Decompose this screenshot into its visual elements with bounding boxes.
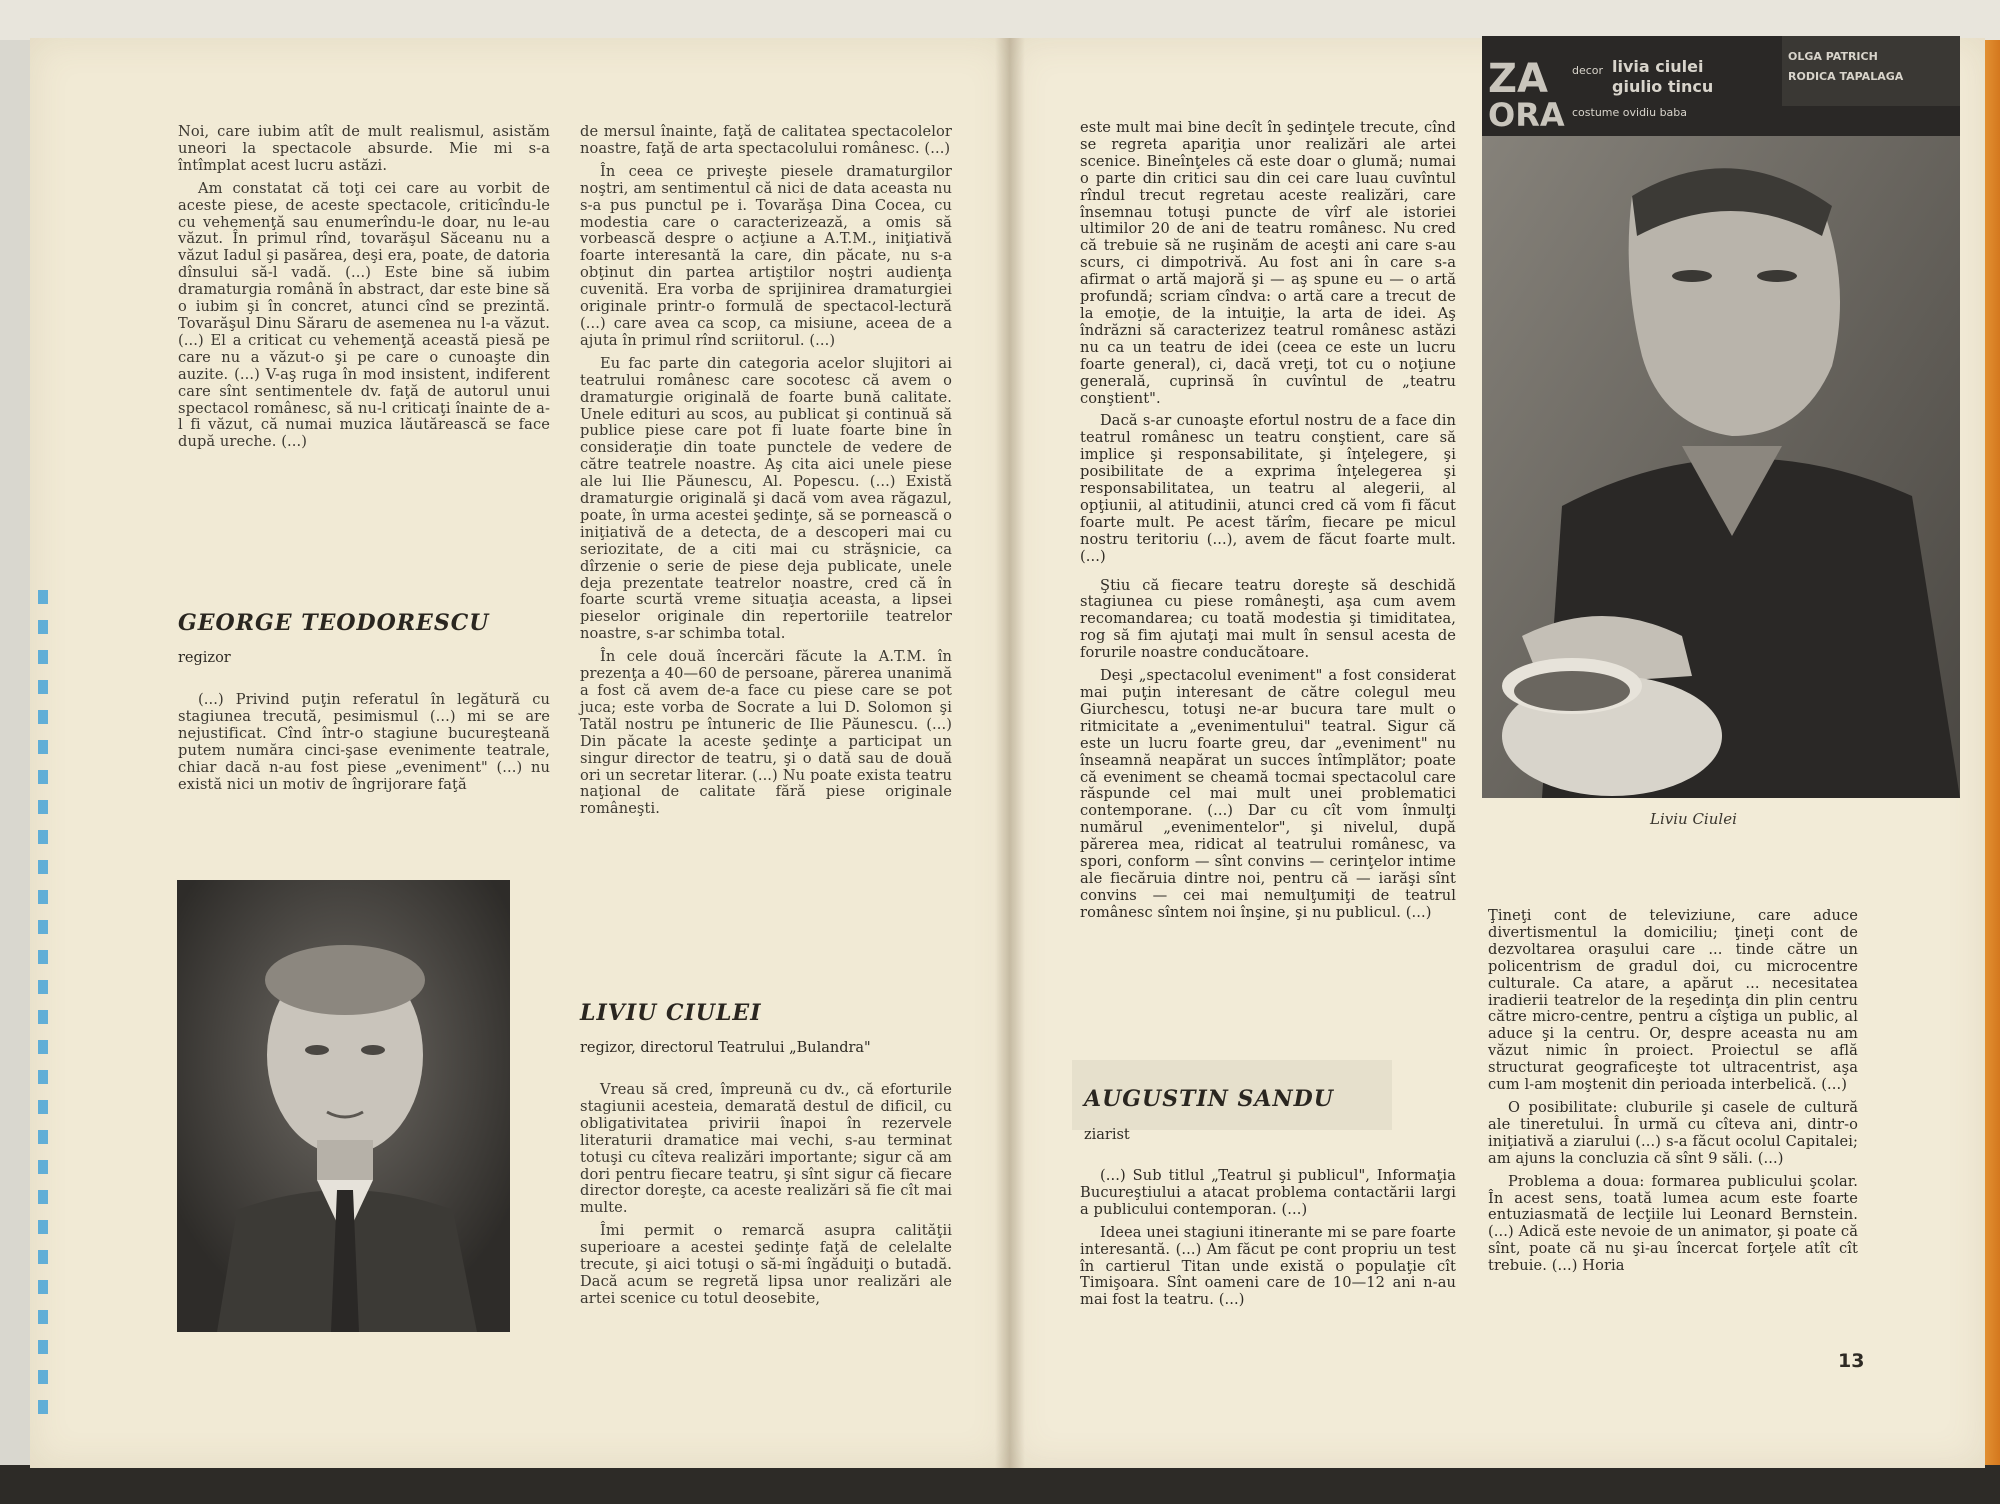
paragraph: O posibilitate: cluburile şi casele de cultură ale tineretului. În urmă cu cîteva ani, dintr-o iniţiativă a ziarului (...) s-a făcut ocolul Capitalei; am ajuns la concluzia că sînt 9 săli. (...) <box>1488 1098 1858 1167</box>
role-ciulei: regizor, directorul Teatrului „Bulandra" <box>580 1040 871 1056</box>
page-number: 13 <box>1838 1350 1865 1372</box>
right-col1 <box>1080 120 1456 928</box>
paragraph: (...) Sub titlul „Teatrul şi publicul", Informaţia Bucureştiului a atacat problema contactării largi a publicului contemporan. (...) <box>1080 1167 1456 1218</box>
svg-text:ZA: ZA <box>1488 56 1548 102</box>
paragraph: este mult mai bine decît în şedinţele trecute, cînd se regreta apariţia unor realizări ale artei scenice. Bineînţeles că este doar o glumă; numai o parte din critici sau din cei care luau cuvîntul rîndul trecut regretau aceste realizări, care însemnau totuşi puncte de vîrf ale istoriei ultimilor 20 de ani de teatru românesc. Nu cred că trebuie să ne ruşinăm de aceşti ani care s-au scurs, ci dimpotrivă. Au fost ani în care s-a afirmat o artă majoră şi — aş spune eu — o artă profundă; scriam cîndva: o artă care a trecut de la emoţie, de la intuiţie, la arta de idei. Aş îndrăzni să caracterizez teatrul românesc astăzi nu ca un teatru de idei (ceea ce este un lucru foarte general), ci, dacă vreţi, tot cu o noţiune generală, cuprinsă în cuvîntul de „teatru conştient". <box>1080 119 1456 407</box>
heading-teodorescu: GEORGE TEODORESCU <box>178 610 490 636</box>
heading-ciulei: LIVIU CIULEI <box>580 1000 762 1026</box>
paragraph: (...) Privind puţin referatul în legătură cu stagiunea trecută, pesimismul (...) mi se are nejustificat. Cînd într-o stagiune bucureşteană putem număra cinci-şase evenimente teatrale, chiar dacă n-au fost piese „eveniment" (...) nu există nici un motiv de îngrijorare faţă <box>178 691 550 793</box>
paragraph: Vreau să cred, împreună cu dv., că eforturile stagiunii acesteia, demarată destul de dificil, cu obligativitatea privirii înapoi în rezervele literaturii dramatice mai vechi, s-au terminat totuşi cu cîteva realizări importante; sigur că am dori pentru fiecare teatru, şi sînt sigur că fiecare director doreşte, ca aceste realizări să fie cît mai multe. <box>580 1081 952 1217</box>
paragraph: Problema a doua: formarea publicului şcolar. În acest sens, toată lumea acum este foarte entuziasmată de lecţiile lui Leonard Bernstein. (...) Adică este nevoie de un animator, şi poate că sînt, poate că nu şi-au încercat forţele atît cît trebuie. (...) Horia <box>1488 1172 1858 1275</box>
paragraph: Ideea unei stagiuni itinerante mi se pare foarte interesantă. (...) Am făcut pe cont propriu un test în cartierul Titan unde există o populaţie cît Timişoara. Sînt oameni care de 10—12 ani n-au mai fost la teatru. (...) <box>1080 1223 1456 1309</box>
sandu-text <box>1080 1168 1456 1315</box>
role-sandu: ziarist <box>1084 1127 1130 1143</box>
teodorescu-text <box>178 692 550 799</box>
paragraph: de mersul înainte, faţă de calitatea spectacolelor noastre, faţă de arta spectacolului românesc. (...) <box>580 123 952 157</box>
paragraph: Ţineţi cont de televiziune, care aduce divertismentul la domiciliu; ţineţi cont de dezvoltarea oraşului care ... tinde către un policentrism de gradul doi, cu microcentre culturale. Ca atare, a apărut ... necesitatea iradierii teatrelor de la reşedinţa din plin centru către micro-centre, pentru a cîştiga un public, al aduce şi la centru. Or, despre aceasta nu am văzut nimic în proiect. Proiectul se află structurat geograficeşte tot ultracentrist, aşa cum l-am moştenit din perioada interbelică. (...) <box>1488 907 1858 1094</box>
svg-text:giulio tincu: giulio tincu <box>1612 77 1714 96</box>
svg-text:OLGA PATRICH: OLGA PATRICH <box>1788 50 1878 63</box>
heading-sandu: AUGUSTIN SANDU <box>1084 1086 1334 1112</box>
right-col2 <box>1488 908 1858 1281</box>
paragraph: Deşi „spectacolul eveniment" a fost considerat mai puţin interesant de către colegul meu Giurchescu, totuşi ne-ar bucura tare mult o ritmicitate a „evenimentului" teatral. Sigur că este un lucru foarte greu, dar „eveniment" nu înseamnă neapărat un succes întîmplător; poate că eveniment se cheamă tocmai spectacolul care răspunde cel mai mult unei problematici contemporane. (...) Dar cu cît vom înmulţi numărul „evenimentelor", şi nivelul, după părerea mea, ridicat al teatrului românesc, va spori, conform — sînt convins — cerinţelor intime ale fiecăruia dintre noi, pentru că — iarăşi sînt convins — cei mai nemulţumiţi de teatrul românesc sîntem noi înşine, şi nu publicul. (...) <box>1080 667 1456 921</box>
paragraph: În cele două încercări făcute la A.T.M. în prezenţa a 40—60 de persoane, părerea unanimă a fost că avem de-a face cu piese care se pot juca; este vorba de Socrate a lui D. Solomon şi Tatăl nostru pe întuneric de Ilie Păunescu. (...) Din păcate la aceste şedinţe a participat un singur director de teatru, şi o dată sau de două ori un secretar literar. (...) Nu poate exista teatru naţional de calitate fără piese originale româneşti. <box>580 648 952 818</box>
top-edge <box>0 0 2000 40</box>
paragraph: În ceea ce priveşte piesele dramaturgilor noştri, am sentimentul că nici de data aceasta nu s-a pus punctul pe i. Tovarăşa Dina Cocea, cu modestia care o caracterizează, a omis să vorbească despre o acţiune a A.T.M., iniţiativă foarte interesantă la care, din păcate, nu s-a obţinut din partea artiştilor noştri audienţa cuvenită. Era vorba de sprijinirea dramaturgiei originale printr-o formulă de spectacol-lectură (...) care avea ca scop, ca misiune, aceea de a ajuta în primul rînd scriitorul. (...) <box>580 162 952 349</box>
ciulei-text <box>580 1082 952 1314</box>
svg-text:ORA: ORA <box>1488 96 1565 134</box>
svg-text:costume ovidiu baba: costume ovidiu baba <box>1572 106 1688 119</box>
photo-ciulei <box>1482 36 1960 798</box>
paragraph: Îmi permit o remarcă asupra calităţii superioare a acestei şedinţe faţă de celelalte trecute, şi aici totuşi o să-mi îngăduiţi o butadă. Dacă acum se regretă lipsa unor realizări ale artei scenice cu totul deosebite, <box>580 1222 952 1307</box>
left-col1-top <box>178 124 550 457</box>
paragraph: Dacă s-ar cunoaşte efortul nostru de a face din teatrul românesc un teatru conştient, care să implice şi responsabilitate, şi înţelegere, şi posibilitate de a exprima înţelegerea şi responsabilitatea, un teatru al alegerii, al opţiunii, al atitudinii, atunci cred că vom fi făcut foarte mult. Pe acest tărîm, fiecare pe micul nostru teritoriu (...), avem de făcut foarte mult. (...) <box>1080 412 1456 565</box>
svg-text:livia ciulei: livia ciulei <box>1612 57 1704 76</box>
paragraph: Ştiu că fiecare teatru doreşte să deschidă stagiunea cu piese româneşti, aşa cum avem recomandarea; cu toată modestia şi timiditatea, rog să fim ajutaţi mai mult în sensul acesta de forurile noastre conducătoare. <box>1080 576 1456 662</box>
left-col2 <box>580 124 952 824</box>
book-bottom-edge <box>0 1465 2000 1504</box>
photo-teodorescu <box>177 880 510 1332</box>
svg-text:RODICA TAPALAGA: RODICA TAPALAGA <box>1788 70 1904 83</box>
book-gutter <box>995 38 1025 1468</box>
role-teodorescu: regizor <box>178 650 231 666</box>
photo-caption: Liviu Ciulei <box>1650 810 1737 828</box>
paragraph: Eu fac parte din categoria acelor slujitori ai teatrului românesc care socotesc că avem o dramaturgie originală de foarte bună calitate. Unele edituri au scos, au publicat şi continuă să publice piese care pot fi luate foarte bine în consideraţie din toate punctele de vedere de către teatrele noastre. Aş cita aici unele piese ale lui Ilie Păunescu, Al. Popescu. (...) Există dramaturgie originală şi dacă vom avea răgazul, poate, în urma acestei şedinţe, să se pornească o iniţiativă de a detecta, de a descoperi mai cu seriozitate, de a citi mai cu străşnicie, ca dîrzenie o serie de piese deja publicate, unele deja prezentate teatrelor noastre, cred că în foarte scurtă vreme situaţia aceasta, a lipsei pieselor originale din repertoriile teatrelor noastre, s-ar schimba total. <box>580 354 952 643</box>
svg-text:decor: decor <box>1572 64 1604 77</box>
paragraph: Am constatat că toţi cei care au vorbit de aceste piese, de aceste spectacole, criticîndu-le cu vehemenţă sau enumerîndu-le doar, nu le-au văzut. În primul rînd, tovarăşul Săceanu nu a văzut Iadul şi pasărea, deşi era, poate, de datoria dînsului să-l vadă. (...) Este bine să iubim dramaturgia română în abstract, dar este bine să o iubim şi în concret, atunci cînd se prezintă. Tovarăşul Dinu Săraru de asemenea nu l-a văzut. (...) El a criticat cu vehemenţă această piesă pe care nu a văzut-o şi pe care o cunoaşte din auzite. (...) V-aş ruga în mod insistent, indiferent care sînt sentimentele dv. faţă de autorul unui spectacol românesc, să nu-l criticaţi înainte de a-l fi văzut, că numai muzica lăutărească se face după ureche. (...) <box>178 179 550 451</box>
paragraph: Noi, care iubim atît de mult realismul, asistăm uneori la spectacole absurde. Mie mi s-a întîmplat acest lucru astăzi. <box>178 123 550 174</box>
binding-marks <box>38 590 48 1420</box>
